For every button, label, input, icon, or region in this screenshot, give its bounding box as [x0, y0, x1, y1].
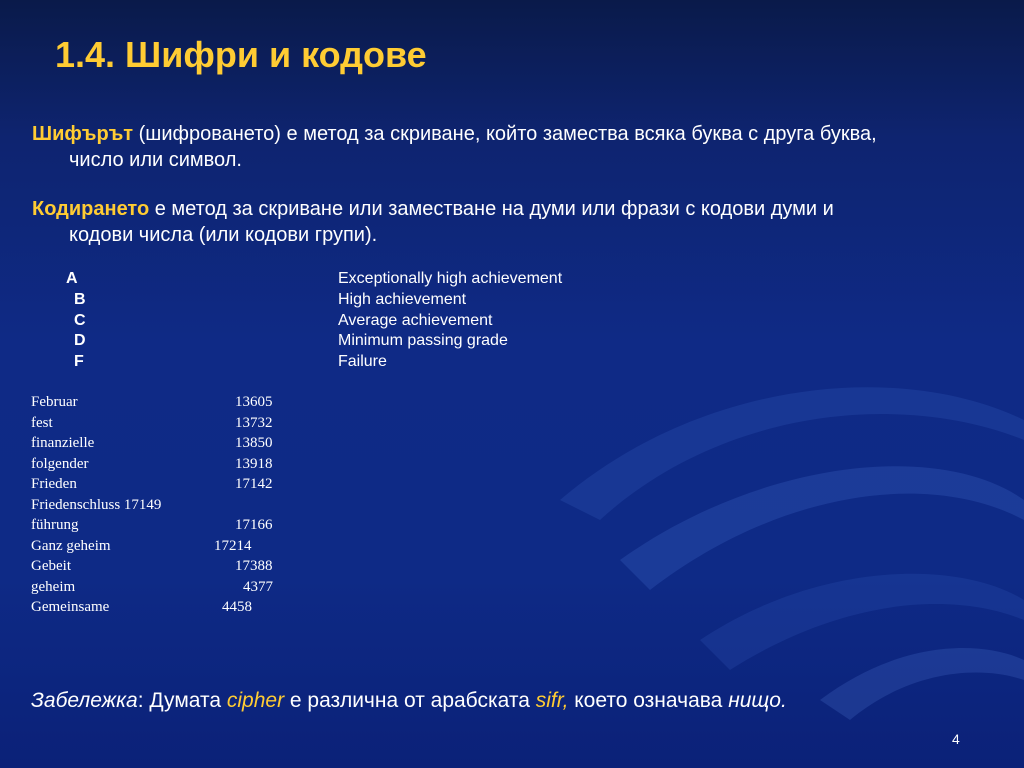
- code-definition-line2: кодови числа (или кодови групи).: [69, 224, 378, 246]
- slide-title: 1.4. Шифри и кодове: [55, 34, 427, 75]
- codeword-number: 13850: [235, 435, 273, 451]
- codeword-row: [31, 394, 291, 414]
- note-text-3: което означава: [568, 689, 729, 712]
- grade-description: Minimum passing grade: [338, 332, 508, 349]
- note-text-2: е различна от арабската: [284, 689, 536, 712]
- codeword-row: [31, 558, 291, 578]
- codeword-number: 4377: [243, 579, 273, 595]
- grade-description: Average achievement: [338, 312, 493, 329]
- codeword: Frieden: [31, 476, 77, 492]
- codeword-number: 17214: [214, 538, 252, 554]
- cipher-definition: [32, 121, 1007, 173]
- codeword: geheim: [31, 579, 76, 595]
- grade-description: Failure: [338, 353, 387, 370]
- note-cipher-word: cipher: [226, 689, 285, 712]
- codeword-number: 17166: [235, 517, 273, 533]
- grade-description: High achievement: [338, 291, 467, 308]
- note-paragraph: [31, 689, 1011, 713]
- note-text-1: : Думата: [137, 689, 227, 712]
- page-number: 4: [952, 731, 960, 747]
- codeword: Ganz geheim: [31, 538, 111, 554]
- grade-row: [0, 270, 700, 290]
- codeword-number: 17142: [235, 476, 273, 492]
- note-label: Забележка: [31, 689, 138, 712]
- codeword-row: [31, 517, 291, 537]
- codeword: Gemeinsame: [31, 599, 110, 615]
- codeword-row: [31, 435, 291, 455]
- codeword-row: [31, 599, 291, 619]
- grade-row: [0, 332, 700, 352]
- grade-letter: A: [66, 270, 78, 287]
- codeword-number: 13605: [235, 394, 273, 410]
- codeword: folgender: [31, 456, 89, 472]
- codeword-number: 4458: [222, 599, 252, 615]
- codeword: finanzielle: [31, 435, 95, 451]
- codeword-row: [31, 415, 291, 435]
- cipher-definition-line2: число или символ.: [69, 149, 242, 171]
- codeword: Gebeit: [31, 558, 71, 574]
- code-definition-line1: е метод за скриване или заместване на думи или фрази с кодови думи и: [149, 198, 834, 220]
- codeword-row: [31, 476, 291, 496]
- codeword: Februar: [31, 394, 78, 410]
- codeword-row: [31, 456, 291, 476]
- codeword-number: 17388: [235, 558, 273, 574]
- grade-letter: C: [74, 312, 86, 329]
- grade-row: [0, 291, 700, 311]
- code-definition: [32, 196, 1007, 248]
- codeword-row: [31, 579, 291, 599]
- grade-letter: B: [74, 291, 86, 308]
- note-sifr-word: sifr,: [535, 689, 569, 712]
- codeword-number: 13918: [235, 456, 273, 472]
- codeword-row: [31, 497, 291, 517]
- grade-row: [0, 312, 700, 332]
- codeword: führung: [31, 517, 79, 533]
- grade-letter: F: [74, 353, 84, 370]
- codeword-number: 13732: [235, 415, 273, 431]
- code-term: Кодирането: [32, 198, 150, 220]
- codeword: Friedenschluss 17149: [31, 497, 162, 513]
- grade-row: [0, 353, 700, 373]
- grade-description: Exceptionally high achievement: [338, 270, 563, 287]
- codeword-row: [31, 538, 291, 558]
- note-nothing-word: нищо.: [728, 689, 787, 712]
- codeword: fest: [31, 415, 53, 431]
- cipher-definition-line1: (шифроването) е метод за скриване, който замества всяка буква с друга буква,: [133, 123, 877, 145]
- cipher-term: Шифърът: [32, 123, 134, 145]
- grade-letter: D: [74, 332, 86, 349]
